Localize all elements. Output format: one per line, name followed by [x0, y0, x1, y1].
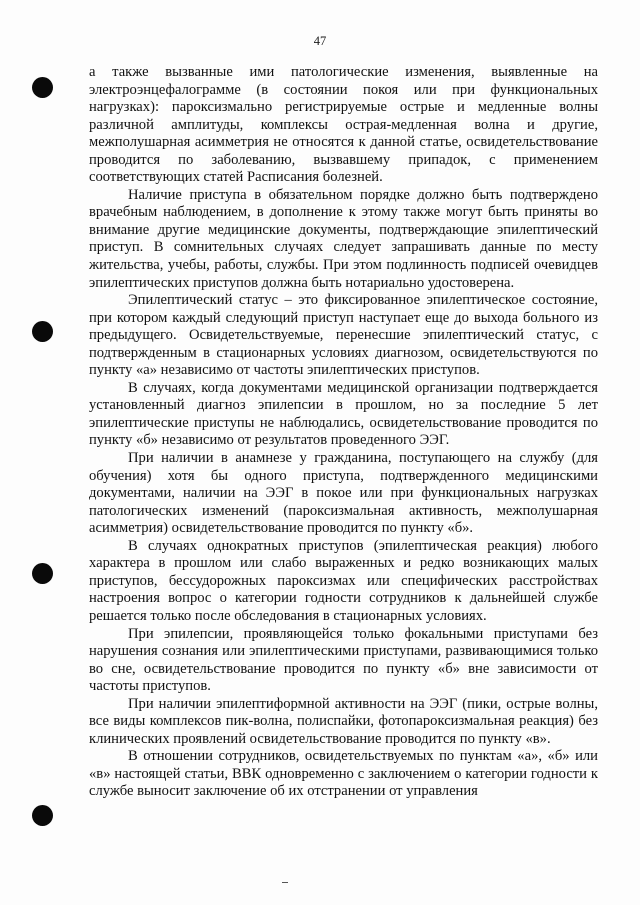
scan-artifact — [282, 882, 288, 883]
page-number: 47 — [313, 34, 327, 48]
punch-hole — [32, 77, 53, 98]
paragraph: В случаях, когда документами медицинской организации подтверждается установленный диагноз эпилепсии в прошлом, но за последние 5 лет эпилептические приступы не наблюдались, освидетельствование проводится по пункту «б» независимо от результатов проведенного ЭЭГ. — [89, 379, 598, 449]
paragraph: В случаях однократных приступов (эпилептическая реакция) любого характера в прошлом или слабо выраженных и редко возникающих малых приступов, бессудорожных пароксизмах или специфических расстройствах настроения вопрос о категории годности сотрудников к дальнейшей службе решается только после обследования в стационарных условиях. — [89, 537, 598, 624]
punch-hole — [32, 321, 53, 342]
paragraph: а также вызванные ими патологические изменения, выявленные на электроэнцефалограмме (в состоянии покоя или при функциональных нагрузках): пароксизмально регистрируемые острые и медленные волны различной амплитуды, комплексы острая-медленная волна и другие, межполушарная асимметрия не относятся к данной статье, освидетельствование проводится по заболеванию, вызвавшему припадок, с применением соответствующих статей Расписания болезней. — [89, 64, 598, 186]
punch-hole — [32, 805, 53, 826]
punch-hole — [32, 563, 53, 584]
paragraph: При эпилепсии, проявляющейся только фокальными приступами без нарушения сознания или эпилептическими приступами, развивающимися только во сне, освидетельствование проводится по пункту «б» вне зависимости от частоты приступов. — [89, 625, 598, 695]
paragraph: В отношении сотрудников, освидетельствуемых по пунктам «а», «б» или «в» настоящей статьи, ВВК одновременно с заключением о категории годности к службе выносит заключение об их отстранении от управления — [89, 748, 598, 800]
paragraph: Эпилептический статус – это фиксированное эпилептическое состояние, при котором каждый следующий приступ наступает еще до выхода больного из предыдущего. Освидетельствуемые, перенесшие эпилептический статус, с подтвержденным в стационарных условиях диагнозом, освидетельствуются по пункту «а» независимо от частоты эпилептических приступов. — [89, 292, 598, 379]
paragraph: Наличие приступа в обязательном порядке должно быть подтверждено врачебным наблюдением, в дополнение к этому также могут быть приняты во внимание другие медицинские документы, подтверждающие эпилептический приступ. В сомнительных случаях следует запрашивать данные по месту жительства, учебы, работы, службы. При этом подлинность подписей очевидцев эпилептических приступов должна быть нотариально удостоверена. — [89, 186, 598, 291]
body-text — [89, 64, 598, 801]
paragraph: При наличии эпилептиформной активности на ЭЭГ (пики, острые волны, все виды комплексов пик-волна, полиспайки, фотопароксизмальная реакция) без клинических проявлений освидетельствование проводится по пункту «в». — [89, 695, 598, 747]
paragraph: При наличии в анамнезе у гражданина, поступающего на службу (для обучения) хотя бы одного приступа, подтвержденного медицинскими документами, наличии на ЭЭГ в покое или при функциональных нагрузках патологических изменений (пароксизмальная активность, межполушарная асимметрия) освидетельствование проводится по пункту «б». — [89, 450, 598, 537]
